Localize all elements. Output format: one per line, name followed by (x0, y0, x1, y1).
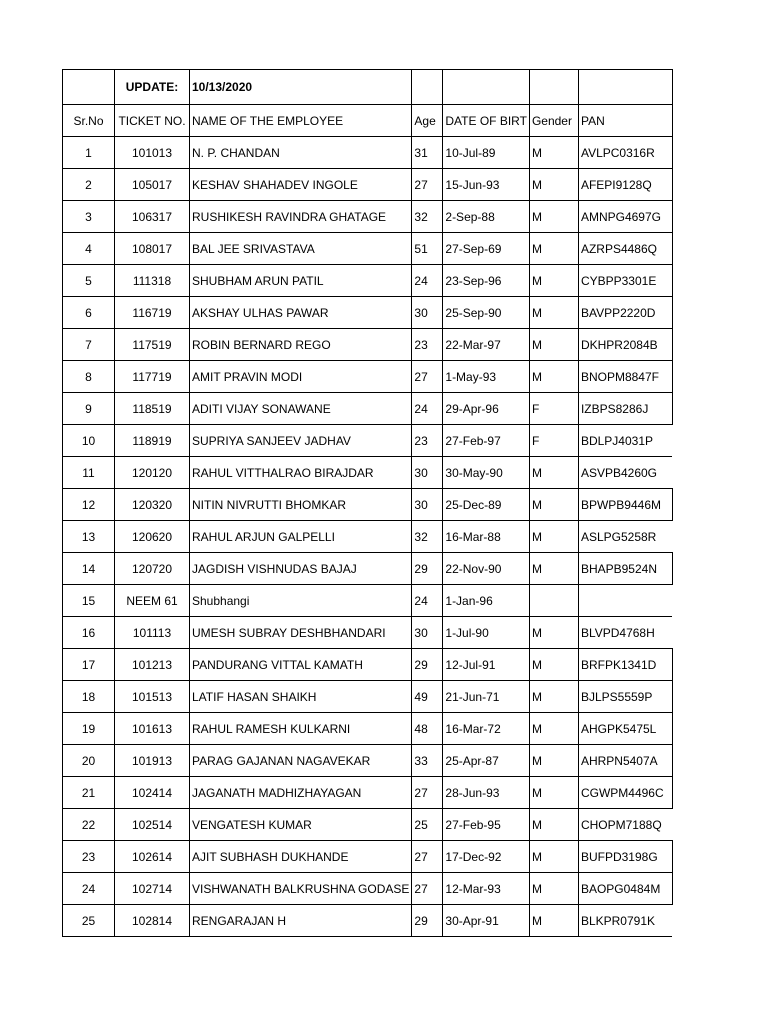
gender-cell: M (529, 777, 578, 809)
dob-cell: 28-Jun-93 (443, 777, 530, 809)
ticket-no-cell: 101913 (115, 745, 190, 777)
ticket-no-cell: 101213 (115, 649, 190, 681)
table-row (63, 841, 673, 873)
pan-cell: AMNPG4697G (578, 201, 672, 233)
table-row (63, 585, 673, 617)
update-label: UPDATE: (115, 70, 190, 105)
age-cell: 30 (412, 617, 443, 649)
sr-no-cell: 23 (63, 841, 115, 873)
table-row (63, 361, 673, 393)
ticket-no-cell: 102514 (115, 809, 190, 841)
age-cell: 29 (412, 553, 443, 585)
age-cell: 48 (412, 713, 443, 745)
age-cell: 30 (412, 489, 443, 521)
sr-no-cell: 5 (63, 265, 115, 297)
age-cell: 32 (412, 521, 443, 553)
table-row (63, 713, 673, 745)
age-cell: 30 (412, 297, 443, 329)
ticket-no-cell: 120320 (115, 489, 190, 521)
sr-no-cell: 11 (63, 457, 115, 489)
table-row (63, 329, 673, 361)
dob-cell: 10-Jul-89 (443, 137, 530, 169)
dob-cell: 30-Apr-91 (443, 905, 530, 937)
gender-cell: M (529, 553, 578, 585)
ticket-no-cell: 118519 (115, 393, 190, 425)
sr-no-cell: 7 (63, 329, 115, 361)
update-empty-cell (412, 70, 443, 105)
table-row (63, 873, 673, 905)
age-cell: 27 (412, 361, 443, 393)
gender-cell: M (529, 233, 578, 265)
employee-name-cell: JAGANATH MADHIZHAYAGAN (190, 777, 412, 809)
age-cell: 27 (412, 777, 443, 809)
pan-cell: DKHPR2084B (578, 329, 672, 361)
employee-name-cell: LATIF HASAN SHAIKH (190, 681, 412, 713)
employee-name-cell: AJIT SUBHASH DUKHANDE (190, 841, 412, 873)
gender-cell: M (529, 169, 578, 201)
sr-no-cell: 24 (63, 873, 115, 905)
table-row (63, 681, 673, 713)
ticket-no-cell: 120620 (115, 521, 190, 553)
ticket-no-cell: 102814 (115, 905, 190, 937)
ticket-no-cell: 117519 (115, 329, 190, 361)
table-row (63, 905, 673, 937)
dob-cell: 2-Sep-88 (443, 201, 530, 233)
age-cell: 24 (412, 585, 443, 617)
dob-cell: 30-May-90 (443, 457, 530, 489)
gender-cell: F (529, 425, 578, 457)
pan-cell: BHAPB9524N (578, 553, 672, 585)
pan-cell: BDLPJ4031P (578, 425, 672, 457)
update-empty-cell (443, 70, 530, 105)
employee-name-cell: JAGDISH VISHNUDAS BAJAJ (190, 553, 412, 585)
ticket-no-cell: 101013 (115, 137, 190, 169)
gender-cell: M (529, 809, 578, 841)
pan-cell (578, 585, 672, 617)
table-row (63, 809, 673, 841)
sr-no-cell: 25 (63, 905, 115, 937)
pan-cell: BUFPD3198G (578, 841, 672, 873)
gender-cell: M (529, 265, 578, 297)
gender-cell: M (529, 873, 578, 905)
employee-name-cell: RENGARAJAN H (190, 905, 412, 937)
age-cell: 29 (412, 905, 443, 937)
header-row (63, 105, 673, 137)
header-date-of-birth: DATE OF BIRT (443, 105, 530, 137)
pan-cell: ASLPG5258R (578, 521, 672, 553)
ticket-no-cell: 116719 (115, 297, 190, 329)
ticket-no-cell: 102714 (115, 873, 190, 905)
ticket-no-cell: 101513 (115, 681, 190, 713)
employee-name-cell: PANDURANG VITTAL KAMATH (190, 649, 412, 681)
dob-cell: 27-Sep-69 (443, 233, 530, 265)
pan-cell: CGWPM4496C (578, 777, 672, 809)
ticket-no-cell: 101613 (115, 713, 190, 745)
employee-name-cell: AMIT PRAVIN MODI (190, 361, 412, 393)
gender-cell: M (529, 137, 578, 169)
sr-no-cell: 1 (63, 137, 115, 169)
sr-no-cell: 21 (63, 777, 115, 809)
table-row (63, 745, 673, 777)
dob-cell: 23-Sep-96 (443, 265, 530, 297)
sr-no-cell: 3 (63, 201, 115, 233)
table-row (63, 521, 673, 553)
pan-cell: BAOPG0484M (578, 873, 672, 905)
table-row (63, 393, 673, 425)
ticket-no-cell: 111318 (115, 265, 190, 297)
pan-cell: BLKPR0791K (578, 905, 672, 937)
dob-cell: 12-Mar-93 (443, 873, 530, 905)
employee-name-cell: AKSHAY ULHAS PAWAR (190, 297, 412, 329)
ticket-no-cell: 120120 (115, 457, 190, 489)
update-date: 10/13/2020 (190, 70, 412, 105)
table-row (63, 553, 673, 585)
pan-cell: AHRPN5407A (578, 745, 672, 777)
dob-cell: 25-Dec-89 (443, 489, 530, 521)
pan-cell: CYBPP3301E (578, 265, 672, 297)
sr-no-cell: 9 (63, 393, 115, 425)
sr-no-cell: 16 (63, 617, 115, 649)
table-row (63, 265, 673, 297)
pan-cell: BRFPK1341D (578, 649, 672, 681)
dob-cell: 1-May-93 (443, 361, 530, 393)
age-cell: 30 (412, 457, 443, 489)
employee-table (62, 69, 673, 937)
gender-cell: M (529, 489, 578, 521)
age-cell: 24 (412, 393, 443, 425)
age-cell: 24 (412, 265, 443, 297)
pan-cell: CHOPM7188Q (578, 809, 672, 841)
dob-cell: 1-Jul-90 (443, 617, 530, 649)
table-row (63, 201, 673, 233)
sr-no-cell: 20 (63, 745, 115, 777)
sr-no-cell: 8 (63, 361, 115, 393)
gender-cell: M (529, 841, 578, 873)
dob-cell: 29-Apr-96 (443, 393, 530, 425)
table-row (63, 617, 673, 649)
age-cell: 27 (412, 169, 443, 201)
employee-name-cell: ROBIN BERNARD REGO (190, 329, 412, 361)
employee-name-cell: KESHAV SHAHADEV INGOLE (190, 169, 412, 201)
gender-cell: M (529, 457, 578, 489)
employee-name-cell: VISHWANATH BALKRUSHNA GODASE (190, 873, 412, 905)
gender-cell: M (529, 521, 578, 553)
header-pan: PAN (578, 105, 672, 137)
pan-cell: AZRPS4486Q (578, 233, 672, 265)
table-row (63, 777, 673, 809)
table-row (63, 137, 673, 169)
employee-name-cell: RAHUL VITTHALRAO BIRAJDAR (190, 457, 412, 489)
employee-name-cell: Shubhangi (190, 585, 412, 617)
employee-name-cell: PARAG GAJANAN NAGAVEKAR (190, 745, 412, 777)
header-sr-no: Sr.No (63, 105, 115, 137)
ticket-no-cell: 102614 (115, 841, 190, 873)
employee-name-cell: ADITI VIJAY SONAWANE (190, 393, 412, 425)
ticket-no-cell: 117719 (115, 361, 190, 393)
pan-cell: AHGPK5475L (578, 713, 672, 745)
dob-cell: 1-Jan-96 (443, 585, 530, 617)
pan-cell: AVLPC0316R (578, 137, 672, 169)
gender-cell: M (529, 681, 578, 713)
age-cell: 27 (412, 841, 443, 873)
gender-cell: M (529, 201, 578, 233)
employee-name-cell: UMESH SUBRAY DESHBHANDARI (190, 617, 412, 649)
sr-no-cell: 14 (63, 553, 115, 585)
employee-name-cell: SUPRIYA SANJEEV JADHAV (190, 425, 412, 457)
header-ticket-no: TICKET NO. (115, 105, 190, 137)
pan-cell: BPWPB9446M (578, 489, 672, 521)
age-cell: 27 (412, 873, 443, 905)
sr-no-cell: 13 (63, 521, 115, 553)
employee-name-cell: RUSHIKESH RAVINDRA GHATAGE (190, 201, 412, 233)
dob-cell: 22-Mar-97 (443, 329, 530, 361)
gender-cell: M (529, 713, 578, 745)
header-employee-name: NAME OF THE EMPLOYEE (190, 105, 412, 137)
update-empty-cell (578, 70, 672, 105)
gender-cell: M (529, 361, 578, 393)
sr-no-cell: 17 (63, 649, 115, 681)
table-row (63, 425, 673, 457)
header-gender: Gender (529, 105, 578, 137)
employee-name-cell: BAL JEE SRIVASTAVA (190, 233, 412, 265)
pan-cell: BJLPS5559P (578, 681, 672, 713)
age-cell: 31 (412, 137, 443, 169)
table-row (63, 457, 673, 489)
update-empty-cell (63, 70, 115, 105)
sr-no-cell: 18 (63, 681, 115, 713)
pan-cell: BNOPM8847F (578, 361, 672, 393)
pan-cell: BLVPD4768H (578, 617, 672, 649)
dob-cell: 17-Dec-92 (443, 841, 530, 873)
employee-name-cell: N. P. CHANDAN (190, 137, 412, 169)
sr-no-cell: 4 (63, 233, 115, 265)
age-cell: 29 (412, 649, 443, 681)
sr-no-cell: 2 (63, 169, 115, 201)
table-row (63, 169, 673, 201)
ticket-no-cell: NEEM 61 (115, 585, 190, 617)
dob-cell: 25-Sep-90 (443, 297, 530, 329)
table-row (63, 489, 673, 521)
gender-cell: M (529, 905, 578, 937)
gender-cell: F (529, 393, 578, 425)
age-cell: 23 (412, 425, 443, 457)
age-cell: 33 (412, 745, 443, 777)
age-cell: 32 (412, 201, 443, 233)
ticket-no-cell: 102414 (115, 777, 190, 809)
pan-cell: BAVPP2220D (578, 297, 672, 329)
dob-cell: 15-Jun-93 (443, 169, 530, 201)
employee-name-cell: RAHUL RAMESH KULKARNI (190, 713, 412, 745)
gender-cell (529, 585, 578, 617)
pan-cell: ASVPB4260G (578, 457, 672, 489)
dob-cell: 27-Feb-95 (443, 809, 530, 841)
dob-cell: 16-Mar-88 (443, 521, 530, 553)
dob-cell: 27-Feb-97 (443, 425, 530, 457)
employee-name-cell: NITIN NIVRUTTI BHOMKAR (190, 489, 412, 521)
dob-cell: 12-Jul-91 (443, 649, 530, 681)
gender-cell: M (529, 297, 578, 329)
gender-cell: M (529, 649, 578, 681)
sr-no-cell: 19 (63, 713, 115, 745)
ticket-no-cell: 108017 (115, 233, 190, 265)
sr-no-cell: 22 (63, 809, 115, 841)
update-row (63, 70, 673, 105)
sr-no-cell: 12 (63, 489, 115, 521)
ticket-no-cell: 105017 (115, 169, 190, 201)
ticket-no-cell: 101113 (115, 617, 190, 649)
update-empty-cell (529, 70, 578, 105)
sr-no-cell: 6 (63, 297, 115, 329)
pan-cell: IZBPS8286J (578, 393, 672, 425)
pan-cell: AFEPI9128Q (578, 169, 672, 201)
employee-name-cell: SHUBHAM ARUN PATIL (190, 265, 412, 297)
ticket-no-cell: 118919 (115, 425, 190, 457)
dob-cell: 22-Nov-90 (443, 553, 530, 585)
age-cell: 23 (412, 329, 443, 361)
dob-cell: 25-Apr-87 (443, 745, 530, 777)
gender-cell: M (529, 329, 578, 361)
dob-cell: 21-Jun-71 (443, 681, 530, 713)
ticket-no-cell: 106317 (115, 201, 190, 233)
dob-cell: 16-Mar-72 (443, 713, 530, 745)
ticket-no-cell: 120720 (115, 553, 190, 585)
age-cell: 51 (412, 233, 443, 265)
header-age: Age (412, 105, 443, 137)
age-cell: 25 (412, 809, 443, 841)
sr-no-cell: 15 (63, 585, 115, 617)
employee-name-cell: RAHUL ARJUN GALPELLI (190, 521, 412, 553)
age-cell: 49 (412, 681, 443, 713)
employee-table-body (63, 70, 673, 937)
gender-cell: M (529, 617, 578, 649)
gender-cell: M (529, 745, 578, 777)
employee-name-cell: VENGATESH KUMAR (190, 809, 412, 841)
table-row (63, 649, 673, 681)
table-row (63, 297, 673, 329)
sr-no-cell: 10 (63, 425, 115, 457)
table-row (63, 233, 673, 265)
